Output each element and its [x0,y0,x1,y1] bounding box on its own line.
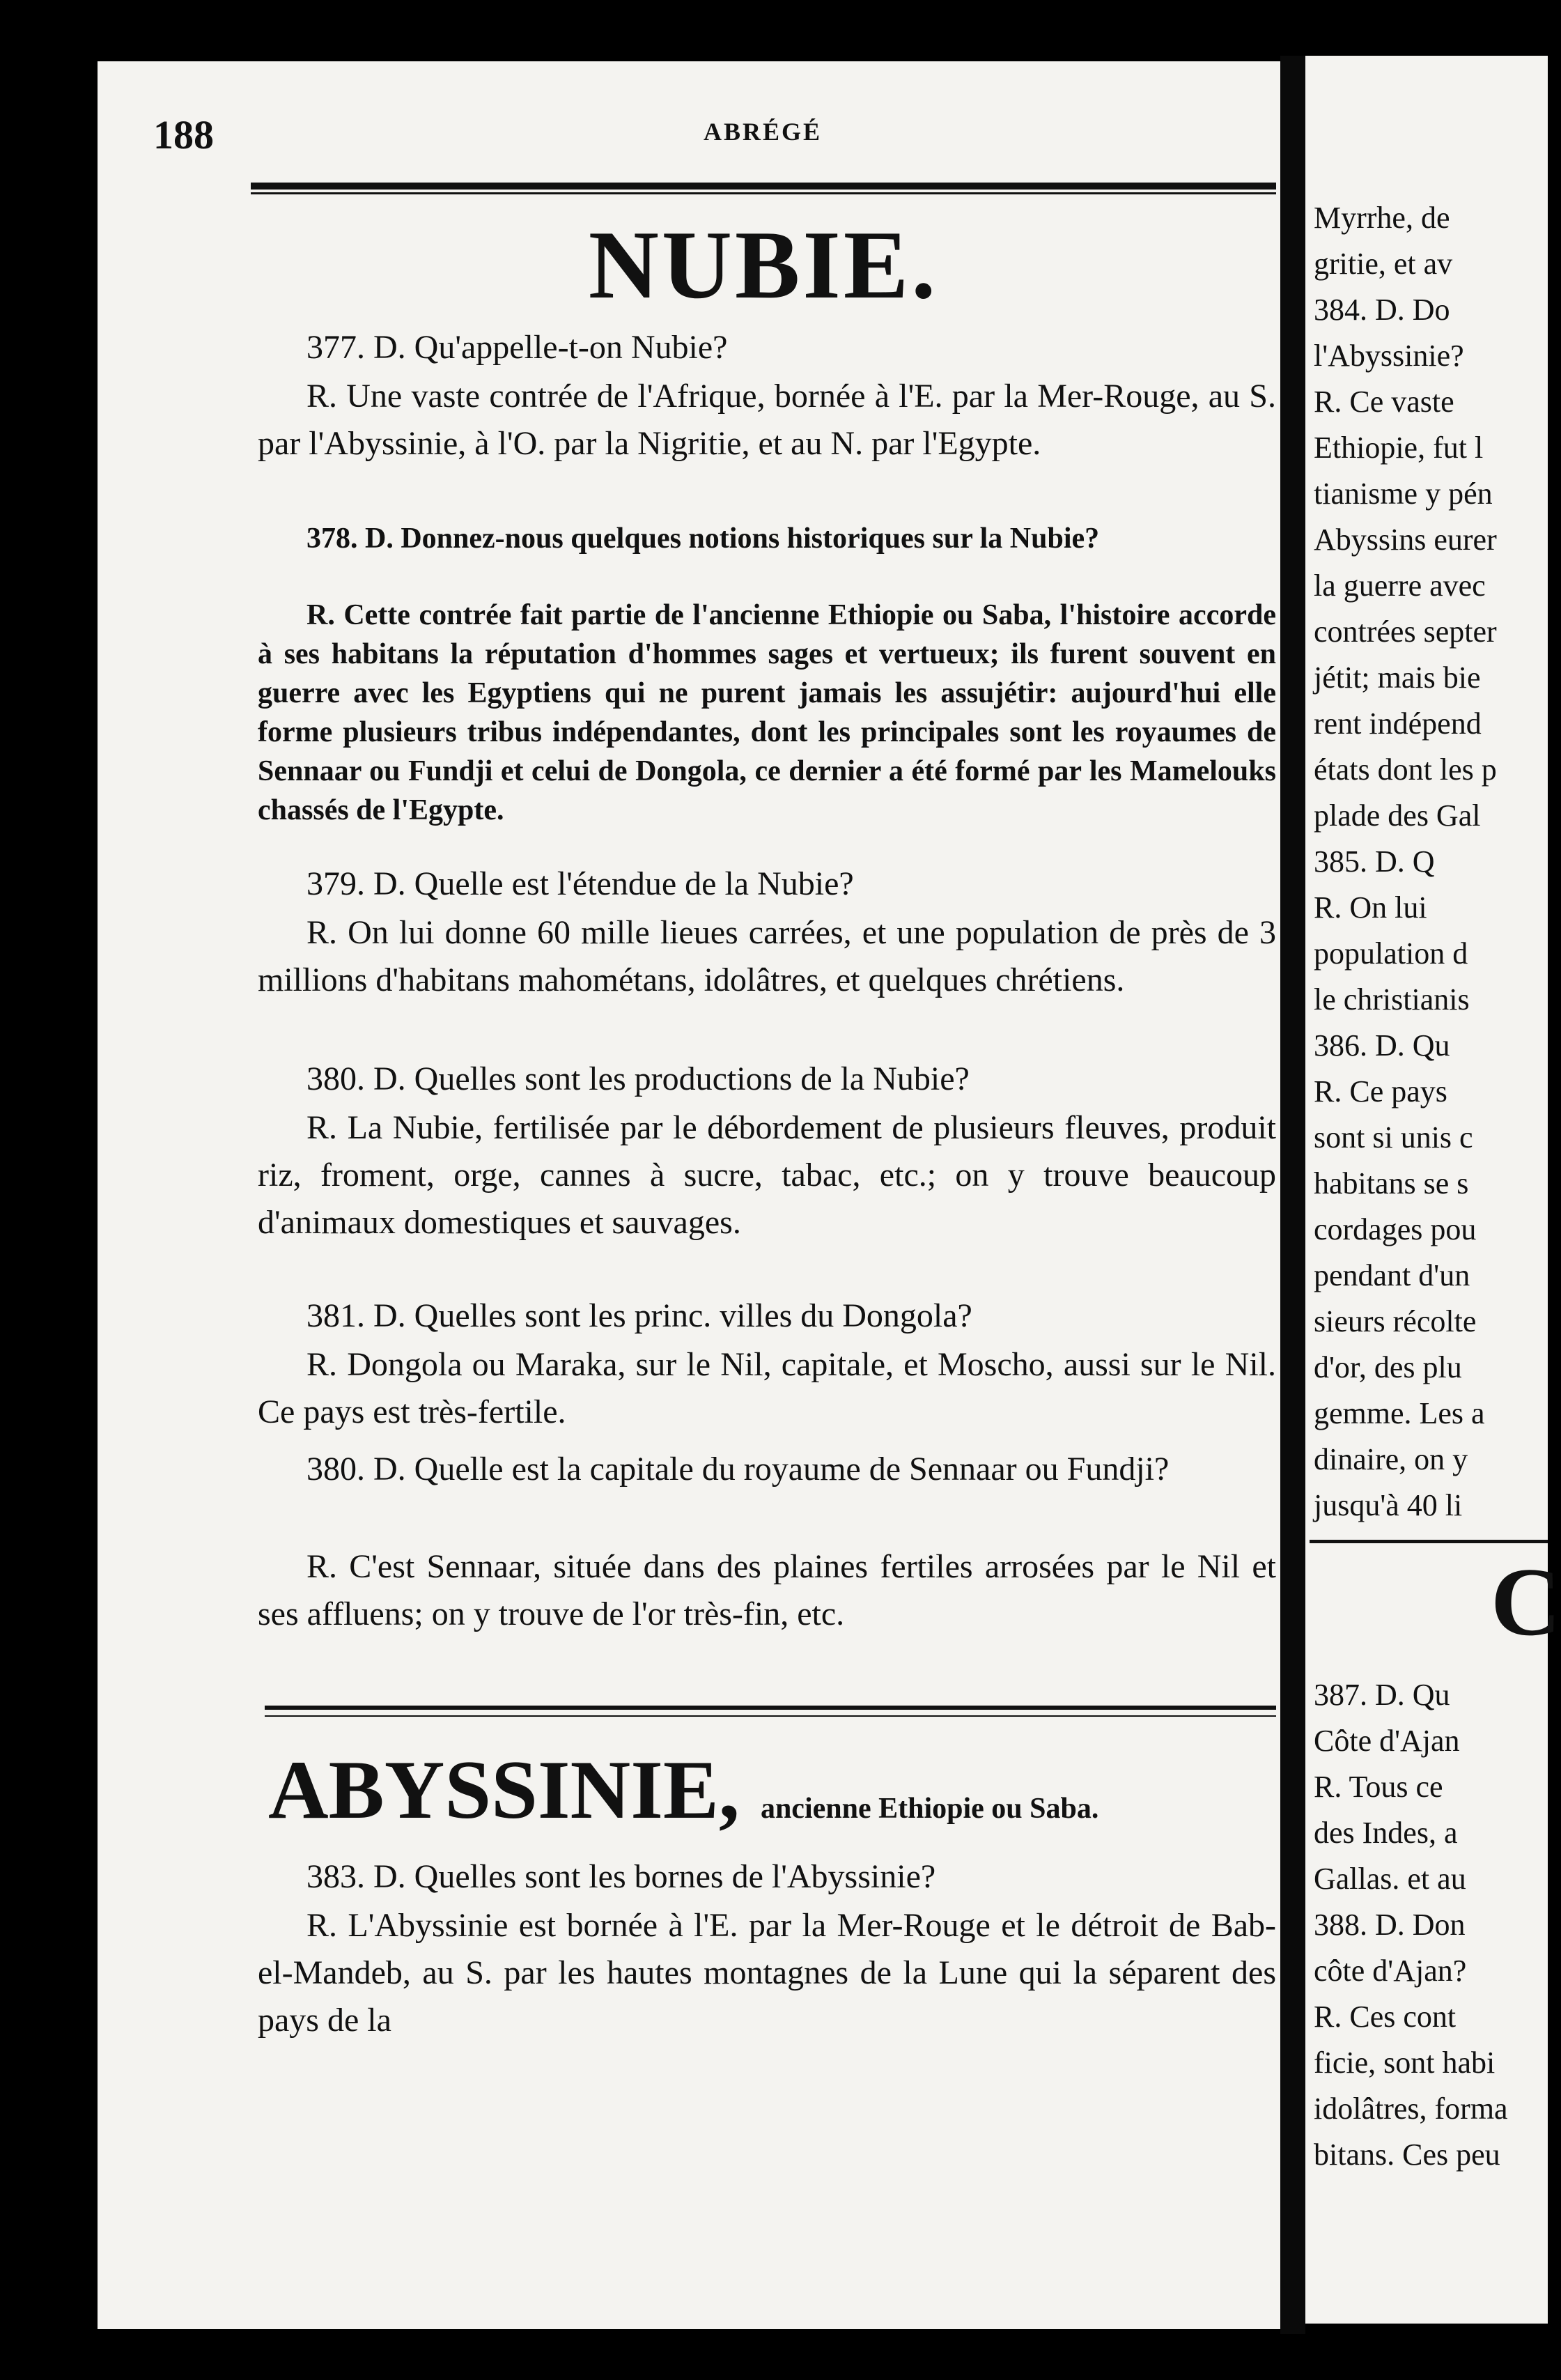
facing-line: R. Ce pays [1314,1074,1447,1108]
answer-380: R. La Nubie, fertilisée par le débordement de plusieurs fleuves, produit riz, froment, orge, cannes à sucre, tabac, etc.; on y trouve beaucoup d'animaux domestiques et sauvages. [258,1109,1276,1241]
answer-383: R. L'Abyssinie est bornée à l'E. par la Mer-Rouge et le détroit de Bab-el-Mandeb, au S. par les hautes montagnes de la Lune qui la séparent des pays de la [258,1907,1276,2039]
facing-line: population d [1314,936,1468,971]
facing-page-text-bottom [1314,1672,1548,2178]
facing-line: 388. D. Don [1314,1908,1466,1942]
facing-line: la guerre avec [1314,569,1486,603]
facing-line: jétit; mais bie [1314,660,1481,695]
facing-line: R. Tous ce [1314,1770,1443,1804]
facing-line: des Indes, a [1314,1816,1458,1850]
facing-page-text-top [1314,195,1548,1529]
facing-line: plade des Gal [1314,798,1481,833]
facing-line: Myrrhe, de [1314,201,1450,235]
facing-line: 386. D. Qu [1314,1028,1450,1062]
answer-381: R. Dongola ou Maraka, sur le Nil, capitale, et Moscho, aussi sur le Nil. Ce pays est très-fertile. [258,1346,1276,1430]
facing-line: R. Ces cont [1314,2000,1457,2034]
answer-382: R. C'est Sennaar, située dans des plaines fertiles arrosées par le Nil et ses affluens; on y trouve de l'or très-fin, etc. [258,1548,1276,1632]
question-380: 380. D. Quelles sont les productions de la Nubie? [306,1060,970,1097]
section-title-abyssinie [268,1742,1098,1838]
question-379: 379. D. Quelle est l'étendue de la Nubie? [306,865,854,902]
facing-line: Gallas. et au [1314,1862,1466,1896]
facing-line: cordages pou [1314,1212,1477,1246]
facing-line: le christianis [1314,982,1470,1017]
book-gutter [1280,56,1305,2334]
facing-line: d'or, des plu [1314,1350,1462,1384]
facing-line: idolâtres, forma [1314,2092,1508,2126]
facing-line: états dont les p [1314,752,1497,787]
section-divider [265,1706,1276,1710]
facing-line: sont si unis c [1314,1120,1473,1154]
facing-line: pendant d'un [1314,1258,1470,1292]
facing-line: Côte d'Ajan [1314,1724,1460,1758]
facing-line: gemme. Les a [1314,1396,1485,1430]
facing-line: jusqu'à 40 li [1314,1488,1463,1522]
facing-line: 384. D. Do [1314,293,1450,327]
facing-big-letter: C [1491,1548,1561,1656]
question-382: 380. D. Quelle est la capitale du royaume de Sennaar ou Fundji? [306,1451,1170,1488]
facing-line: dinaire, on y [1314,1442,1468,1476]
header-rule [251,183,1276,190]
facing-line: Abyssins eurer [1314,523,1497,557]
facing-line: tianisme y pén [1314,477,1493,511]
facing-line: 387. D. Qu [1314,1678,1450,1712]
facing-line: Ethiopie, fut l [1314,431,1484,465]
facing-line: l'Abyssinie? [1314,339,1464,373]
section-title-nubie: NUBIE. [588,211,939,319]
facing-line: gritie, et av [1314,247,1453,281]
answer-377: R. Une vaste contrée de l'Afrique, bornée à l'E. par la Mer-Rouge, au S. par l'Abyssinie, à l'O. par la Nigritie, et au N. par l'Egypte. [258,378,1276,462]
abyssinie-subtitle: ancienne Ethiopie ou Saba. [760,1793,1099,1825]
section-divider-thin [265,1715,1276,1717]
running-head: ABRÉGÉ [704,118,823,146]
answer-378: R. Cette contrée fait partie de l'ancienne Ethiopie ou Saba, l'histoire accorde à ses habitans la réputation d'hommes sages et vertueux; ils furent souvent en guerre avec les Egyptiens qui ne purent jamais les assujétir: aujourd'hui elle forme plusieurs tribus indépendantes, dont les principales sont les royaumes de Sennaar ou Fundji et celui de Dongola, ce dernier a été formé par les Mamelouks chassés de l'Egypte. [258,599,1276,826]
facing-line: côte d'Ajan? [1314,1954,1467,1988]
page-number: 188 [153,112,214,157]
facing-line: habitans se s [1314,1166,1469,1200]
facing-line: bitans. Ces peu [1314,2138,1500,2172]
facing-line: R. Ce vaste [1314,385,1454,419]
facing-line: rent indépend [1314,706,1482,741]
abyssinie-title: ABYSSINIE, [268,1743,740,1836]
question-378: 378. D. Donnez-nous quelques notions historiques sur la Nubie? [306,523,1100,555]
answer-379: R. On lui donne 60 mille lieues carrées, et une population de près de 3 millions d'habitans mahométans, idolâtres, et quelques chrétiens. [258,914,1276,998]
facing-line: ficie, sont habi [1314,2046,1496,2080]
question-381: 381. D. Quelles sont les princ. villes du Dongola? [306,1297,972,1334]
facing-divider [1310,1540,1548,1543]
facing-line: R. On lui [1314,890,1427,925]
question-377: 377. D. Qu'appelle-t-on Nubie? [306,329,728,366]
facing-line: contrées septer [1314,615,1497,649]
facing-line: 385. D. Q [1314,844,1435,879]
header-rule-thin [251,192,1276,194]
facing-line: sieurs récolte [1314,1304,1477,1338]
question-383: 383. D. Quelles sont les bornes de l'Abyssinie? [306,1858,936,1895]
